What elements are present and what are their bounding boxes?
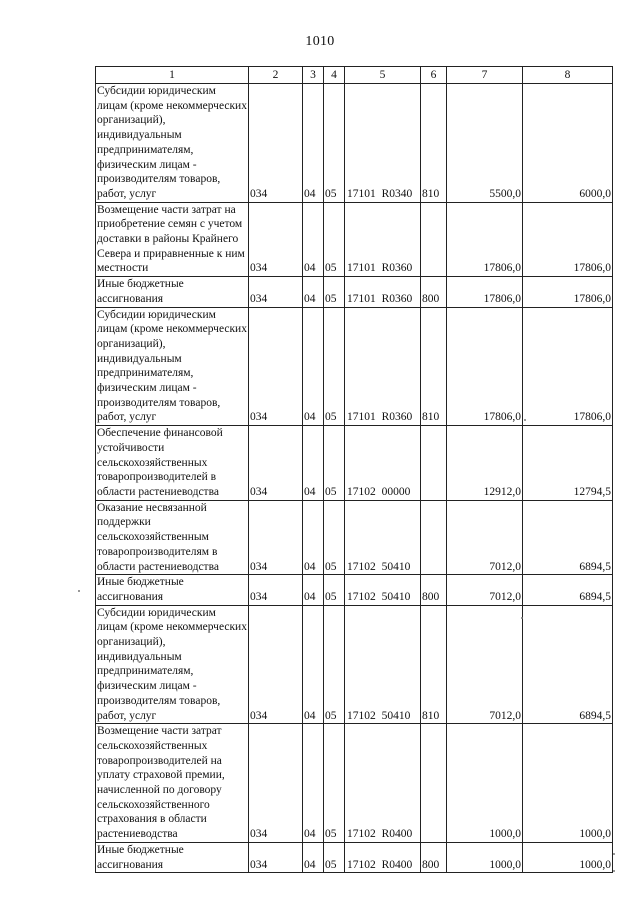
row-ministry-code: 034	[249, 426, 303, 501]
header-col-8: 8	[523, 67, 613, 84]
header-col-2: 2	[249, 67, 303, 84]
row-value-col-7: 7012,0	[447, 575, 523, 605]
row-name: Обеспечение финансовой устойчивости сельскохозяйственных товаропроизводителей в области растениеводства	[96, 426, 249, 501]
row-section-code: 04	[303, 307, 324, 426]
row-subsection-code: 05	[324, 202, 345, 277]
row-value-col-7: 5500,0	[447, 84, 523, 203]
table-row	[96, 575, 613, 605]
row-target-code: 17102 50410	[345, 500, 421, 575]
row-target-code: 17102 00000	[345, 426, 421, 501]
page-number: 1010	[305, 34, 335, 49]
row-name: Субсидии юридическим лицам (кроме некоммерческих организаций), индивидуальным предпринимателям, физическим лицам - производителям товаров, работ, услуг	[96, 84, 249, 203]
row-target-code: 17101 R0360	[345, 307, 421, 426]
header-col-3: 3	[303, 67, 324, 84]
row-value-col-7: 1000,0	[447, 724, 523, 843]
row-ministry-code: 034	[249, 202, 303, 277]
row-subsection-code: 05	[324, 724, 345, 843]
table-row	[96, 500, 613, 575]
row-ministry-code: 034	[249, 84, 303, 203]
row-section-code: 04	[303, 605, 324, 724]
row-ministry-code: 034	[249, 500, 303, 575]
row-section-code: 04	[303, 426, 324, 501]
margin-mark	[613, 853, 615, 855]
row-value-col-7: 12912,0	[447, 426, 523, 501]
table-row	[96, 84, 613, 203]
row-subsection-code: 05	[324, 842, 345, 872]
row-section-code: 04	[303, 724, 324, 843]
table-body	[96, 67, 613, 873]
row-expense-type-code	[421, 426, 447, 501]
row-section-code: 04	[303, 842, 324, 872]
margin-mark	[524, 419, 526, 421]
row-target-code: 17102 50410	[345, 605, 421, 724]
row-value-col-8: 17806,0	[523, 307, 613, 426]
row-section-code: 04	[303, 575, 324, 605]
row-value-col-8: 1000,0	[523, 842, 613, 872]
row-target-code: 17102 R0400	[345, 842, 421, 872]
row-name: Возмещение части затрат на приобретение семян с учетом доставки в районы Крайнего Севера и приравненные к ним местности	[96, 202, 249, 277]
row-expense-type-code: 810	[421, 307, 447, 426]
row-name: Субсидии юридическим лицам (кроме некоммерческих организаций), индивидуальным предпринимателям, физическим лицам - производителям товаров, работ, услуг	[96, 605, 249, 724]
row-value-col-8: 6000,0	[523, 84, 613, 203]
row-value-col-8: 1000,0	[523, 724, 613, 843]
table-row	[96, 202, 613, 277]
row-expense-type-code: 800	[421, 842, 447, 872]
header-col-7: 7	[447, 67, 523, 84]
row-expense-type-code	[421, 724, 447, 843]
row-name: Иные бюджетные ассигнования	[96, 575, 249, 605]
table-row	[96, 842, 613, 872]
margin-mark	[521, 617, 523, 619]
table-row	[96, 724, 613, 843]
row-value-col-7: 17806,0	[447, 202, 523, 277]
header-row	[96, 67, 613, 84]
row-name: Иные бюджетные ассигнования	[96, 277, 249, 307]
row-section-code: 04	[303, 277, 324, 307]
row-name: Иные бюджетные ассигнования	[96, 842, 249, 872]
row-value-col-7: 1000,0	[447, 842, 523, 872]
row-expense-type-code: 810	[421, 84, 447, 203]
row-ministry-code: 034	[249, 307, 303, 426]
row-section-code: 04	[303, 84, 324, 203]
row-expense-type-code	[421, 202, 447, 277]
row-expense-type-code	[421, 500, 447, 575]
row-name: Возмещение части затрат сельскохозяйственных товаропроизводителей на уплату страховой премии, начисленной по договору сельскохозяйственного страхования в области растениеводства	[96, 724, 249, 843]
row-target-code: 17101 R0340	[345, 84, 421, 203]
row-value-col-7: 17806,0	[447, 277, 523, 307]
margin-mark	[613, 870, 615, 872]
row-name: Субсидии юридическим лицам (кроме некоммерческих организаций), индивидуальным предпринимателям, физическим лицам - производителям товаров, работ, услуг	[96, 307, 249, 426]
row-subsection-code: 05	[324, 84, 345, 203]
row-value-col-8: 17806,0	[523, 202, 613, 277]
row-target-code: 17101 R0360	[345, 277, 421, 307]
row-ministry-code: 034	[249, 724, 303, 843]
row-value-col-8: 6894,5	[523, 575, 613, 605]
row-ministry-code: 034	[249, 277, 303, 307]
row-value-col-7: 17806,0	[447, 307, 523, 426]
row-ministry-code: 034	[249, 605, 303, 724]
row-value-col-8: 6894,5	[523, 500, 613, 575]
header-col-1: 1	[96, 67, 249, 84]
header-col-6: 6	[421, 67, 447, 84]
row-ministry-code: 034	[249, 842, 303, 872]
row-expense-type-code: 800	[421, 277, 447, 307]
row-value-col-7: 7012,0	[447, 605, 523, 724]
row-section-code: 04	[303, 202, 324, 277]
row-name: Оказание несвязанной поддержки сельскохозяйственным товаропроизводителям в области растениеводства	[96, 500, 249, 575]
row-target-code: 17102 R0400	[345, 724, 421, 843]
row-subsection-code: 05	[324, 307, 345, 426]
header-col-5: 5	[345, 67, 421, 84]
table-row	[96, 605, 613, 724]
row-section-code: 04	[303, 500, 324, 575]
row-value-col-7: 7012,0	[447, 500, 523, 575]
budget-table	[95, 66, 613, 873]
row-target-code: 17102 50410	[345, 575, 421, 605]
row-subsection-code: 05	[324, 500, 345, 575]
table-row	[96, 277, 613, 307]
header-col-4: 4	[324, 67, 345, 84]
row-subsection-code: 05	[324, 575, 345, 605]
row-subsection-code: 05	[324, 605, 345, 724]
row-expense-type-code: 810	[421, 605, 447, 724]
row-subsection-code: 05	[324, 277, 345, 307]
row-expense-type-code: 800	[421, 575, 447, 605]
row-subsection-code: 05	[324, 426, 345, 501]
row-value-col-8: 12794,5	[523, 426, 613, 501]
margin-mark	[78, 590, 80, 592]
row-ministry-code: 034	[249, 575, 303, 605]
row-target-code: 17101 R0360	[345, 202, 421, 277]
table-row	[96, 426, 613, 501]
row-value-col-8: 17806,0	[523, 277, 613, 307]
table-row	[96, 307, 613, 426]
row-value-col-8: 6894,5	[523, 605, 613, 724]
